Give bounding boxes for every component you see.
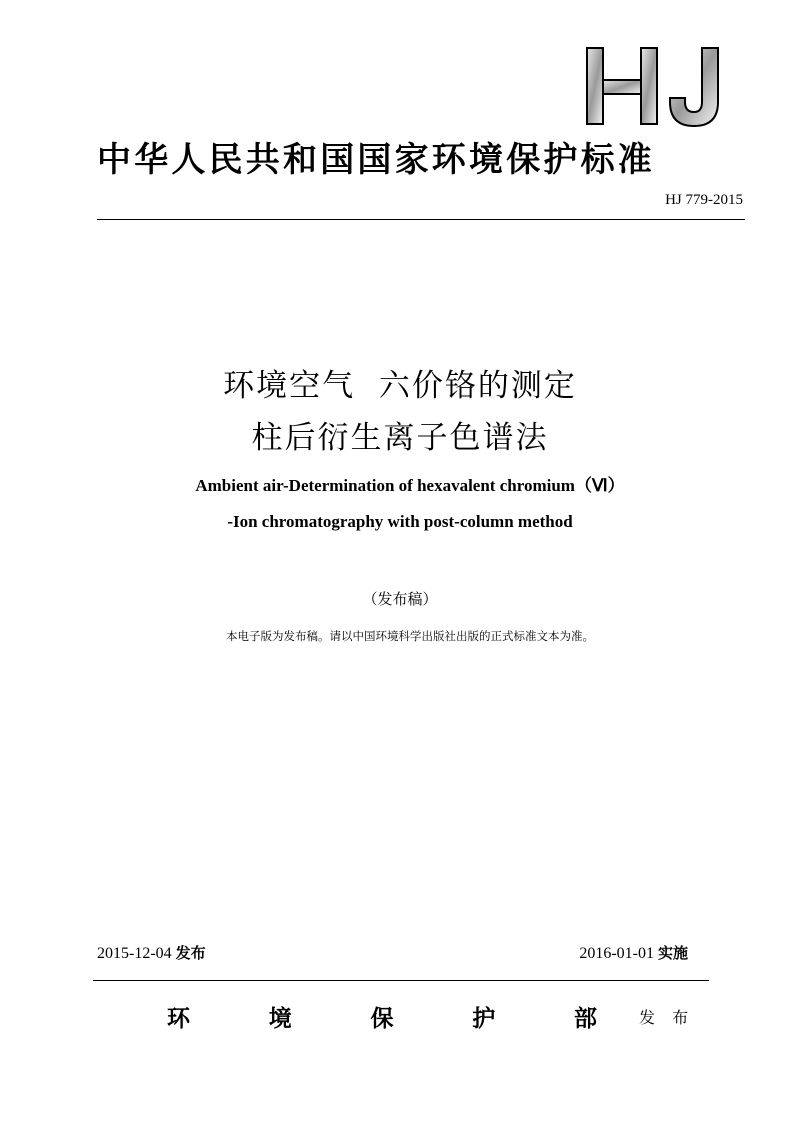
ministry-char: 部 xyxy=(574,1006,597,1032)
title-cn-line1: 环境空气 六价铬的测定 xyxy=(223,368,577,404)
implementation-label: 实施 xyxy=(657,944,688,962)
header-rule xyxy=(97,219,745,220)
implementation-date-line xyxy=(579,942,688,963)
hj-logo xyxy=(584,44,726,128)
ministry-publish-label: 发 布 xyxy=(639,1008,695,1027)
ministry-char: 境 xyxy=(268,1006,292,1032)
org-title: 中华人民共和国国家环境保护标准 xyxy=(97,140,655,180)
ministry-char: 环 xyxy=(167,1006,190,1032)
issue-label: 发布 xyxy=(175,944,206,962)
ministry-name xyxy=(167,1000,597,1033)
draft-label: （发布稿） xyxy=(362,590,438,608)
title-cn-line2: 柱后衍生离子色谱法 xyxy=(251,420,549,456)
issue-date: 2015-12-04 xyxy=(97,945,172,962)
implementation-date: 2016-01-01 xyxy=(579,945,654,962)
issue-date-line xyxy=(97,942,206,963)
title-en-line2: -Ion chromatography with post-column method xyxy=(227,512,573,531)
ministry-char: 保 xyxy=(370,1006,394,1032)
standard-code: HJ 779-2015 xyxy=(665,192,743,208)
footer-rule xyxy=(93,980,709,981)
title-en-line1: Ambient air-Determination of hexavalent chromium（Ⅵ） xyxy=(195,476,625,495)
ministry-char: 护 xyxy=(472,1006,496,1032)
draft-note: 本电子版为发布稿。请以中国环境科学出版社出版的正式标准文本为准。 xyxy=(226,629,594,643)
